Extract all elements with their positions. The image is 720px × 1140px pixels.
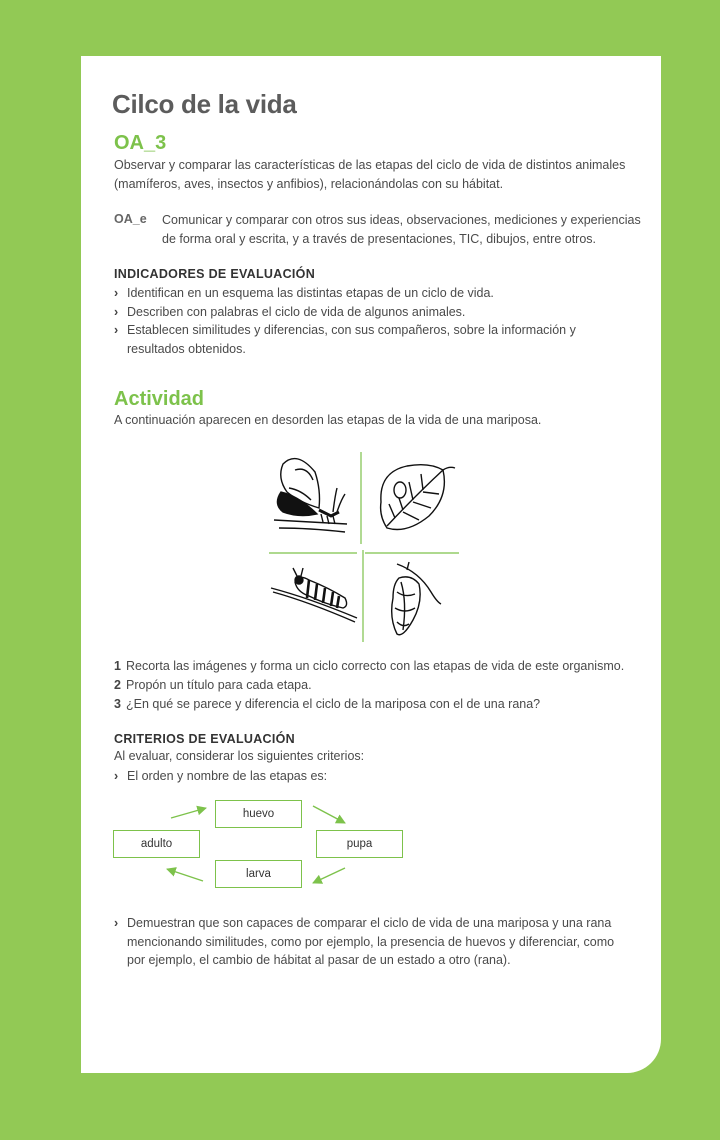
list-item: › Establecen similitudes y diferencias, con sus compañeros, sobre la información y resultados obtenidos. (114, 323, 576, 356)
activity-description: A continuación aparecen en desorden las etapas de la vida de una mariposa. (114, 413, 542, 427)
list-item: 1 Recorta las imágenes y forma un ciclo correcto con las etapas de vida de este organismo. (114, 659, 625, 673)
activity-title: Actividad (114, 388, 205, 410)
oa-code: OA_3 (114, 132, 167, 154)
list-item: 3 ¿En qué se parece y diferencia el ciclo de la mariposa con el de una rana? (114, 697, 541, 711)
caterpillar-icon (271, 568, 357, 622)
activity-steps (114, 657, 624, 714)
cycle-box-pupa: pupa (316, 830, 403, 858)
indicators-heading: INDICADORES DE EVALUACIÓN (114, 267, 316, 281)
arrow-icon (171, 808, 206, 818)
arrow-icon (167, 869, 203, 881)
leaf-with-egg-icon (381, 465, 455, 530)
list-item: › Describen con palabras el ciclo de vida de algunos animales. (114, 304, 466, 319)
worksheet-page (81, 56, 661, 1073)
butterfly-stages-illustration (269, 452, 461, 642)
cycle-box-adulto: adulto (113, 830, 200, 858)
chrysalis-icon (392, 562, 441, 635)
criteria-heading: CRITERIOS DE EVALUACIÓN (114, 732, 295, 746)
indicators-list (114, 284, 634, 358)
arrow-icon (313, 868, 345, 883)
criteria-list-a (114, 767, 634, 786)
list-item: 2 Propón un título para cada etapa. (114, 678, 312, 692)
list-item: › El orden y nombre de las etapas es: (114, 769, 328, 783)
cycle-box-larva: larva (215, 860, 302, 888)
criteria-intro: Al evaluar, considerar los siguientes criterios: (114, 749, 365, 763)
butterfly-icon (274, 459, 347, 532)
oa-description: Observar y comparar las características de las etapas del ciclo de vida de distintos animales (mamíferos, aves, insectos y anfibios), relacionándolas con su hábitat. (114, 158, 626, 191)
page-title: Cilco de la vida (112, 89, 297, 119)
arrow-icon (313, 806, 345, 823)
cycle-box-huevo: huevo (215, 800, 302, 828)
oa-e-description: Comunicar y comparar con otros sus ideas, observaciones, mediciones y experiencias de forma oral y escrita, y a través de presentaciones, TIC, dibujos, entre otros. (162, 213, 641, 246)
list-item: › Demuestran que son capaces de comparar el ciclo de vida de una mariposa y una rana mencionando similitudes, como por ejemplo, la presencia de huevos y diferenciar, como por ejemplo, el cambio de hábitat al pasar de un estado a otro (rana). (114, 916, 615, 967)
list-item: › Identifican en un esquema las distintas etapas de un ciclo de vida. (114, 286, 494, 300)
criteria-list-b (114, 914, 634, 970)
oa-e-code: OA_e (114, 212, 147, 226)
